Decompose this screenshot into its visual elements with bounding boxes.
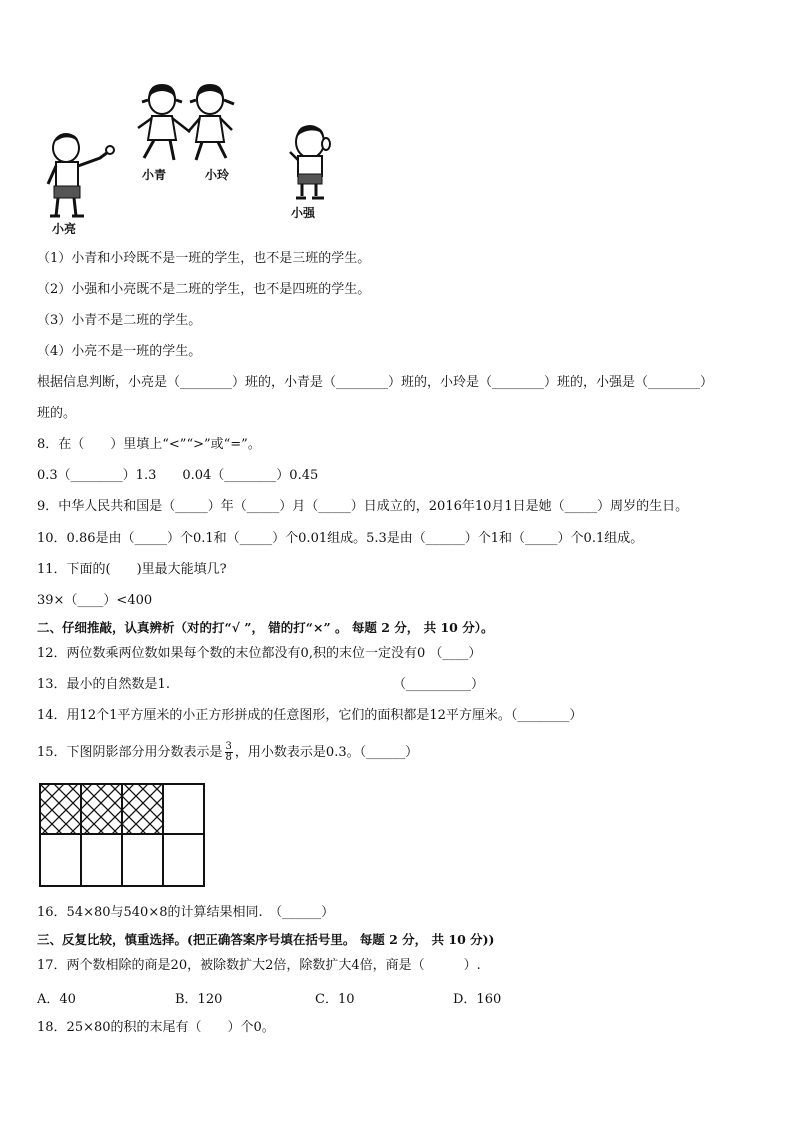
clue-4: （4）小亮不是一班的学生。 [37, 344, 202, 359]
question-8-items: 0.3（________）1.3 0.04（________）0.45 [37, 468, 319, 483]
name-xiaoqing: 小青 [142, 168, 167, 182]
section-2-heading: 二、仔细推敲，认真辨析（对的打“√ ”， 错的打“×” 。 每题 2 分， 共 10 分）。 [37, 620, 494, 635]
name-xiaoliang: 小亮 [52, 222, 77, 236]
question-14: 14．用12个1平方厘米的小正方形拼成的任意图形，它们的面积都是12平方厘米。（________） [37, 708, 583, 723]
question-17: 17．两个数相除的商是20，被除数扩大2倍，除数扩大4倍，商是（ ）. [37, 958, 481, 973]
question-11: 11．下面的( )里最大能填几? [37, 562, 227, 577]
question-8: 8．在（ ）里填上“<”“>”或“=”。 [37, 437, 261, 452]
question-11-expr: 39×（____）<400 [37, 593, 153, 608]
option-b: B．120 [175, 992, 223, 1007]
question-18: 18．25×80的积的末尾有（ ）个0。 [37, 1020, 275, 1035]
question-12: 12．两位数乘两位数如果每个数的末位都没有0,积的末位一定没有0 （____） [37, 646, 482, 661]
clue-2: （2）小强和小亮既不是二班的学生，也不是四班的学生。 [37, 282, 371, 297]
boy-xiaoqiang-icon [284, 122, 340, 202]
fraction: $\frac{3}{8}$ [225, 741, 232, 763]
grid-cell-shaded [40, 784, 81, 834]
option-c: C．10 [315, 992, 355, 1007]
question-15-post: ，用小数表示是0.3。（______） [234, 745, 419, 760]
option-d: D．160 [453, 992, 502, 1007]
grid-cell-shaded [122, 784, 163, 834]
clue-3: （3）小青不是二班的学生。 [37, 313, 202, 328]
shaded-grid [38, 782, 206, 888]
name-xiaoqiang: 小强 [291, 206, 316, 220]
question-15-pre: 15．下图阴影部分用分数表示是 [37, 745, 223, 760]
question-15 [37, 742, 418, 763]
section-3-heading: 三、反复比较，慎重选择。(把正确答案序号填在括号里。 每题 2 分， 共 10 分)) [37, 932, 495, 947]
boy-xiaoliang-icon [40, 128, 120, 220]
name-xiaoling: 小玲 [205, 168, 230, 182]
question-13-blank: （__________） [393, 677, 485, 692]
question-13: 13．最小的自然数是1. [37, 677, 170, 692]
question-16: 16．54×80与540×8的计算结果相同. （______） [37, 905, 335, 920]
q7-tail: 班的。 [37, 406, 77, 421]
question-10: 10．0.86是由（_____）个0.1和（_____）个0.01组成。5.3是由（______）个1和（_____）个0.1组成。 [37, 531, 644, 546]
grid-cell-shaded [81, 784, 122, 834]
clue-1: （1）小青和小玲既不是一班的学生，也不是三班的学生。 [37, 251, 371, 266]
girls-xiaoqing-xiaoling-icon [130, 80, 250, 168]
option-a: A．40 [37, 992, 76, 1007]
question-9: 9．中华人民共和国是（_____）年（_____）月（_____）日成立的，2016年10月1日是她（_____）周岁的生日。 [37, 499, 689, 514]
q7-conclusion: 根据信息判断，小亮是（________）班的，小青是（________）班的，小玲是（________）班的，小强是（________） [37, 375, 714, 390]
